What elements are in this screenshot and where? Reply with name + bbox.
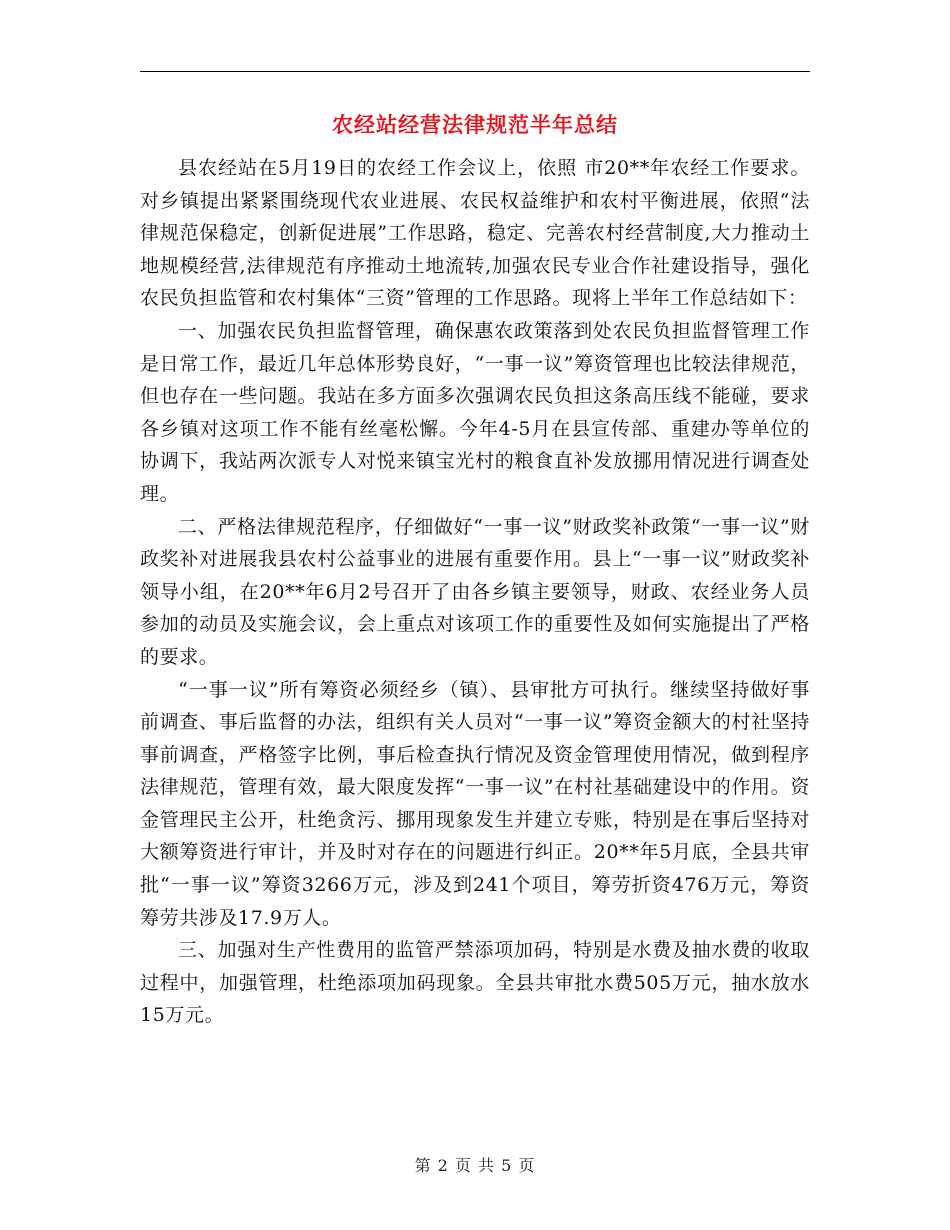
paragraph-section-2-detail: “一事一议”所有筹资必须经乡（镇）、县审批方可执行。继续坚持做好事前调查、事后监督的办法，组织有关人员对“一事一议”筹资金额大的村社坚持事前调查，严格签字比例，事后检查执行情况及资金管理使用情况，做到程序法律规范，管理有效，最大限度发挥“一事一议”在村社基础建设中的作用。资金管理民主公开，杜绝贪污、挪用现象发生并建立专账，特别是在事后坚持对大额筹资进行审计，并及时对存在的问题进行纠正。20**年5月底，全县共审批“一事一议”筹资3266万元，涉及到241个项目，筹劳折资476万元，筹资筹劳共涉及17.9万人。 [140,678,810,929]
paragraph-section-2: 二、严格法律规范程序，仔细做好“一事一议”财政奖补政策“一事一议”财政奖补对进展我县农村公益事业的进展有重要作用。县上“一事一议”财政奖补领导小组，在20**年6月2号召开了由各乡镇主要领导，财政、农经业务人员参加的动员及实施会议，会上重点对该项工作的重要性及如何实施提出了严格的要求。 [140,515,810,668]
header-rule [140,71,810,72]
paragraph-section-1: 一、加强农民负担监督管理，确保惠农政策落到处农民负担监督管理工作是日常工作，最近几年总体形势良好，“一事一议”筹资管理也比较法律规范，但也存在一些问题。我站在多方面多次强调农民负担这条高压线不能碰，要求各乡镇对这项工作不能有丝毫松懈。今年4-5月在县宣传部、重建办等单位的协调下，我站两次派专人对悦来镇宝光村的粮食直补发放挪用情况进行调查处理。 [140,319,810,505]
page-footer [0,1153,950,1176]
document-body [140,152,810,1032]
paragraph-section-3: 三、加强对生产性费用的监管严禁添项加码，特别是水费及抽水费的收取过程中，加强管理，杜绝添项加码现象。全县共审批水费505万元，抽水放水15万元。 [140,939,810,1027]
paragraph-intro: 县农经站在5月19日的农经工作会议上，依照 市20**年农经工作要求。对乡镇提出紧紧围绕现代农业进展、农民权益维护和农村平衡进展，依照“法律规范保稳定，创新促进展”工作思路，稳定、完善农村经营制度,大力推动土地规模经营,法律规范有序推动土地流转,加强农民专业合作社建设指导，强化农民负担监管和农村集体“三资”管理的工作思路。现将上半年工作总结如下： [140,157,810,310]
document-title: 农经站经营法律规范半年总结 [332,112,618,137]
page-number: 第 2 页 共 5 页 [414,1156,536,1175]
